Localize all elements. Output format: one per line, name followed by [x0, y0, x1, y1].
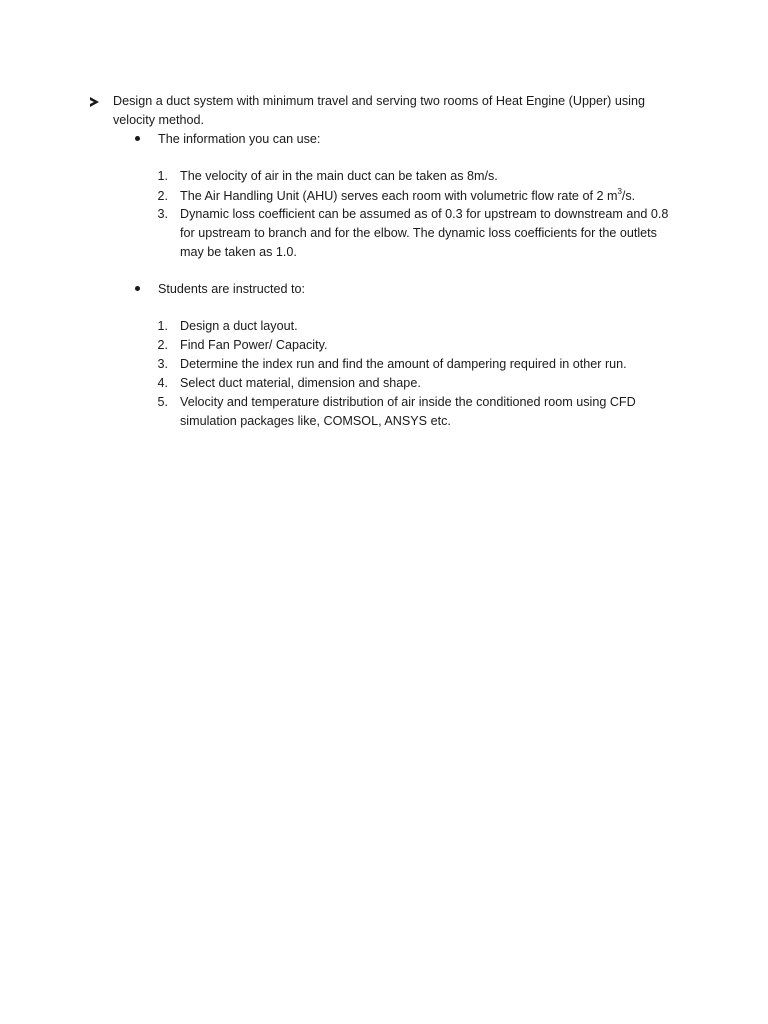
instr-item-4-text: Select duct material, dimension and shape.	[180, 376, 421, 390]
bullet-icon	[135, 136, 140, 141]
info-item-1-text: The velocity of air in the main duct can be taken as 8m/s.	[180, 169, 498, 183]
instr-item-1-number: 1.	[157, 319, 168, 333]
task-line-1: Design a duct system with minimum travel and serving two rooms of Heat Engine (Upper) using	[113, 94, 645, 108]
info-item-3-line-3: may be taken as 1.0.	[180, 245, 297, 259]
info-item-3-line-1: Dynamic loss coefficient can be assumed as of 0.3 for upstream to downstream and 0.8	[180, 207, 669, 221]
instr-item-1-text: Design a duct layout.	[180, 319, 298, 333]
instr-item-3-number: 3.	[157, 357, 168, 371]
instr-item-4-number: 4.	[157, 376, 168, 390]
instr-item-3-text: Determine the index run and find the amount of dampering required in other run.	[180, 357, 627, 371]
info-item-3-number: 3.	[157, 207, 168, 221]
info-item-1-number: 1.	[157, 169, 168, 183]
task-line-2: velocity method.	[113, 113, 204, 127]
bullet-icon	[135, 286, 140, 291]
info-item-3-line-2: for upstream to branch and for the elbow. The dynamic loss coefficients for the outlets	[180, 226, 657, 240]
info-item-2-text: The Air Handling Unit (AHU) serves each room with volumetric flow rate of 2 $m^3/s$.	[180, 186, 636, 203]
instructions-heading: Students are instructed to:	[158, 282, 306, 296]
information-heading: The information you can use:	[158, 132, 321, 146]
arrow-bullet-icon	[90, 97, 99, 107]
instr-item-2-text: Find Fan Power/ Capacity.	[180, 338, 328, 352]
superscript-exponent: 3	[617, 186, 622, 196]
instr-item-2-number: 2.	[157, 338, 168, 352]
instr-item-5-line-2: simulation packages like, COMSOL, ANSYS etc.	[180, 414, 451, 428]
instr-item-5-line-1: Velocity and temperature distribution of air inside the conditioned room using CFD	[180, 395, 636, 409]
info-item-2-number: 2.	[157, 189, 168, 203]
instr-item-5-number: 5.	[157, 395, 168, 409]
